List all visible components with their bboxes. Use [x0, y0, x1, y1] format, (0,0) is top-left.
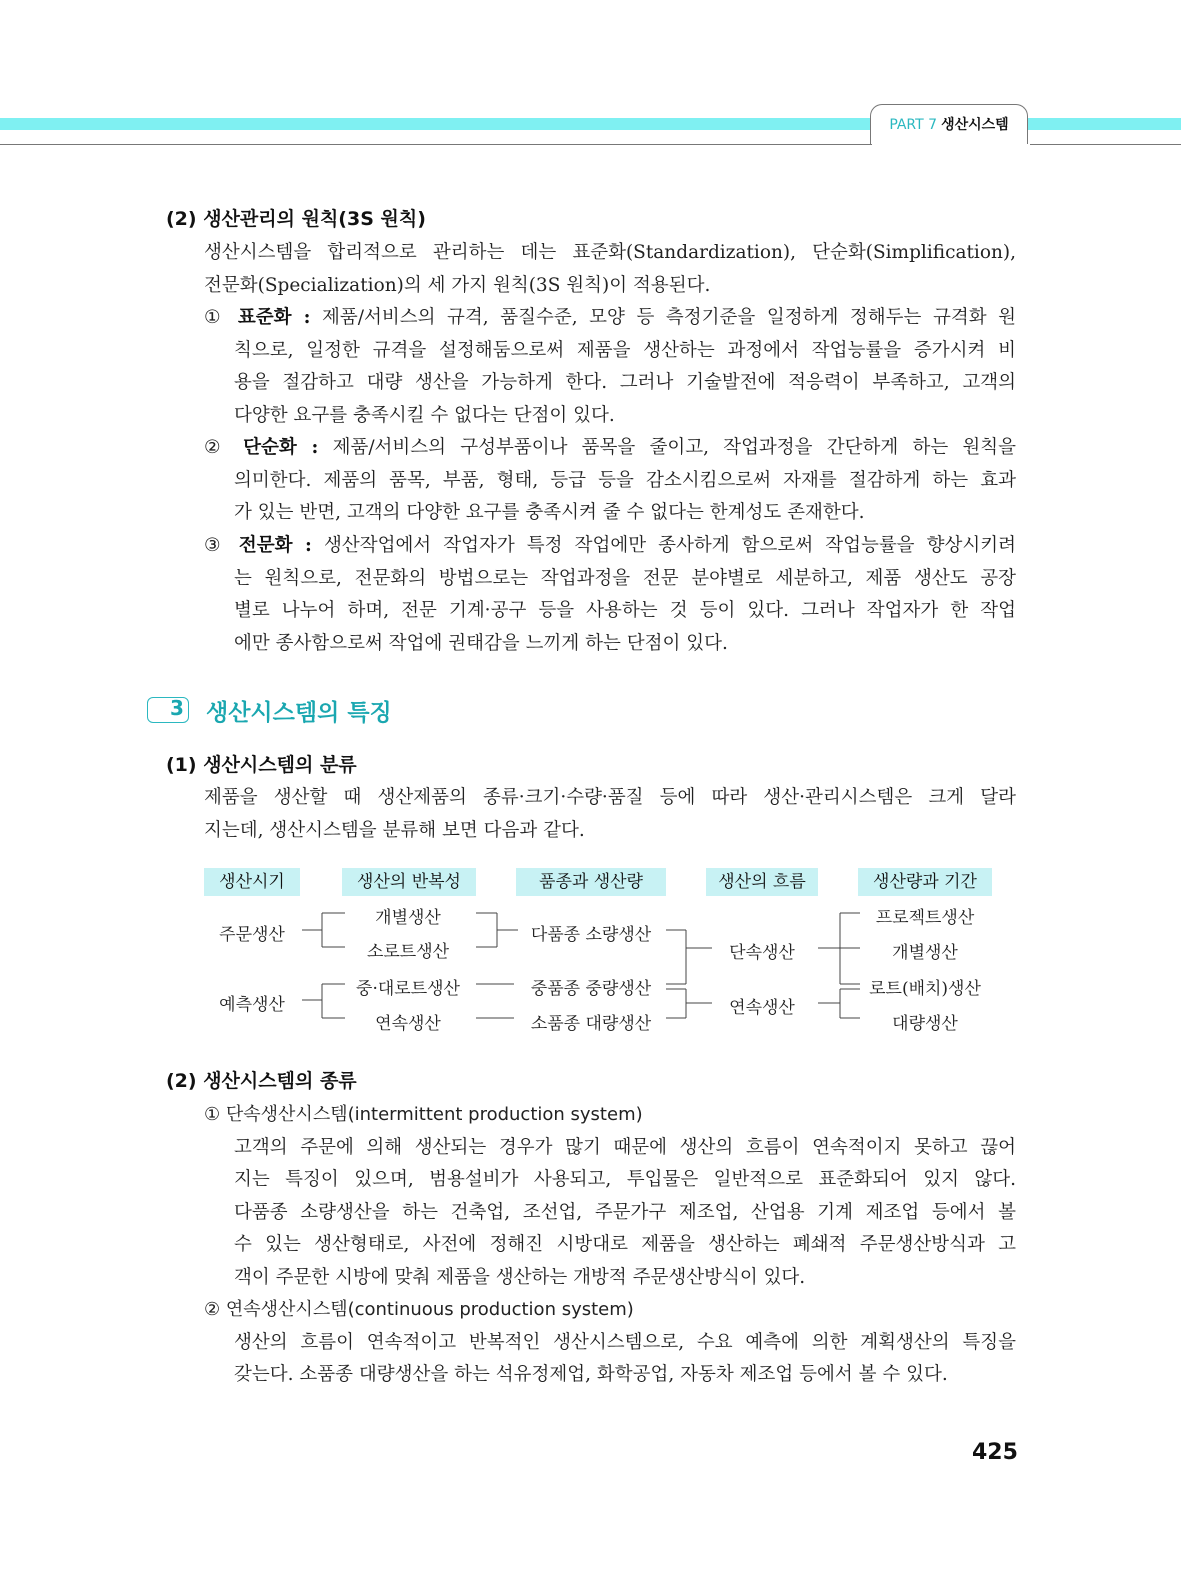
item-line: 생산의 흐름이 연속적이고 반복적인 생산시스템으로, 수요 예측에 의한 계획생산의 특징을: [234, 1331, 1016, 1353]
item-line: 제품/서비스의 구성부품이나 품목을 줄이고, 작업과정을 간단하게 하는 원칙을: [332, 437, 1017, 458]
item-line: 별로 나누어 하며, 전문 기계·공구 등을 사용하는 것 등이 있다. 그러나 작업자가 한 작업: [234, 600, 1016, 621]
item-term: 표준화 :: [237, 307, 311, 328]
section-number: 3: [170, 696, 184, 720]
s3-2-item-intermittent: [204, 1099, 1016, 1294]
text-line: 제품을 생산할 때 생산제품의 종류·크기·수량·품질 등에 따라 생산·관리시스템은 크게 달라: [204, 787, 1016, 808]
diagram-cell: 단속생산: [729, 943, 795, 963]
item-line: 고객의 주문에 의해 생산되는 경우가 많기 때문에 생산의 흐름이 연속적이지 못하고 끊어: [234, 1136, 1016, 1158]
item-number: ②: [204, 1299, 221, 1320]
page-number: 425: [972, 1440, 1018, 1465]
diagram-cell: 로트(배치)생산: [869, 979, 981, 999]
item-number: ①: [204, 307, 227, 328]
heading-3s-principle: (2) 생산관리의 원칙(3S 원칙): [166, 208, 426, 230]
item-line: 의미한다. 제품의 품목, 부품, 형태, 등급 등을 감소시킴으로써 자재를 절감하게 하는 효과: [234, 469, 1016, 491]
heading-types: (2) 생산시스템의 종류: [166, 1070, 357, 1092]
diagram-cell: 소로트생산: [366, 942, 450, 962]
item-line: 가 있는 반면, 고객의 다양한 요구를 충족시켜 줄 수 없다는 한계성도 존재한다.: [234, 502, 865, 523]
diagram-cell: 개별생산: [375, 908, 441, 928]
diagram-cell: 다품종 소량생산: [530, 925, 652, 945]
item-line: 객이 주문한 시방에 맞춰 제품을 생산하는 개방적 주문생산방식이 있다.: [234, 1266, 806, 1288]
diagram-header: 생산량과 기간: [858, 868, 992, 896]
item-line: 다양한 요구를 충족시킬 수 없다는 단점이 있다.: [234, 404, 615, 426]
diagram-header: 품종과 생산량: [516, 868, 666, 896]
s2-intro-line: 생산시스템을 합리적으로 관리하는 데는 표준화(Standardization), 단순화(Simplification),: [204, 242, 1016, 263]
item-line: 칙으로, 일정한 규격을 설정해둠으로써 제품을 생산하는 과정에서 작업능률을 증가시켜 비: [234, 339, 1016, 361]
diagram-cell: 중품종 중량생산: [530, 979, 652, 999]
s3-2-item-continuous: [204, 1294, 1016, 1392]
diagram-cell: 예측생산: [219, 995, 285, 1015]
diagram-cell: 대량생산: [892, 1014, 958, 1034]
item-title: 단속생산시스템(intermittent production system): [225, 1104, 643, 1125]
diagram-cell: 주문생산: [219, 925, 285, 945]
diagram-cell: 개별생산: [892, 943, 958, 963]
item-line: 생산작업에서 작업자가 특정 작업에만 종사하게 함으로써 작업능률을 향상시키려: [323, 535, 1016, 556]
item-line: 지는 특징이 있으며, 범용설비가 사용되고, 투입물은 일반적으로 표준화되어 있지 않다.: [234, 1169, 1016, 1190]
heading-classification: (1) 생산시스템의 분류: [166, 754, 357, 776]
diagram-header: 생산시기: [204, 868, 300, 896]
item-number: ②: [204, 437, 229, 458]
diagram-cell: 중·대로트생산: [356, 979, 460, 999]
item-line: 다품종 소량생산을 하는 건축업, 조선업, 주문가구 제조업, 산업용 기계 제조업 등에서 볼: [234, 1201, 1016, 1223]
item-number: ③: [204, 535, 227, 556]
item-line: 에만 종사함으로써 작업에 권태감을 느끼게 하는 단점이 있다.: [234, 632, 728, 654]
item-term: 단순화 :: [243, 437, 319, 458]
item-line: 제품/서비스의 규격, 품질수준, 모양 등 측정기준을 일정하게 정해두는 규격화 원: [322, 307, 1016, 328]
item-line: 수 있는 생산형태로, 사전에 정해진 시방대로 제품을 생산하는 폐쇄적 주문생산방식과 고: [234, 1234, 1016, 1255]
header-part: PART 7: [889, 117, 938, 133]
text-line: 지는데, 생산시스템을 분류해 보면 다음과 같다.: [204, 819, 585, 841]
item-line: 갖는다. 소품종 대량생산을 하는 석유정제업, 화학공업, 자동차 제조업 등에서 볼 수 있다.: [234, 1364, 948, 1385]
diagram-header: 생산의 반복성: [342, 868, 476, 896]
diagram-cell: 연속생산: [375, 1014, 441, 1034]
diagram-cell: 소품종 대량생산: [530, 1014, 652, 1034]
item-term: 전문화 :: [238, 535, 312, 556]
diagram-cell: 연속생산: [729, 998, 795, 1018]
item-line: 용을 절감하고 대량 생산을 가능하게 한다. 그러나 기술발전에 적응력이 부족하고, 고객의: [234, 372, 1016, 393]
item-number: ①: [204, 1104, 221, 1125]
s2-intro-line: 전문화(Specialization)의 세 가지 원칙(3S 원칙)이 적용된다.: [204, 274, 711, 296]
item-line: 는 원칙으로, 전문화의 방법으로는 작업과정을 전문 분야별로 세분하고, 제품 생산도 공장: [234, 567, 1016, 589]
diagram-cell: 프로젝트생산: [875, 908, 975, 928]
section-title: 생산시스템의 특징: [206, 700, 392, 726]
header-title: 생산시스템: [941, 117, 1009, 133]
item-title: 연속생산시스템(continuous production system): [225, 1299, 634, 1320]
diagram-header: 생산의 흐름: [706, 868, 818, 896]
